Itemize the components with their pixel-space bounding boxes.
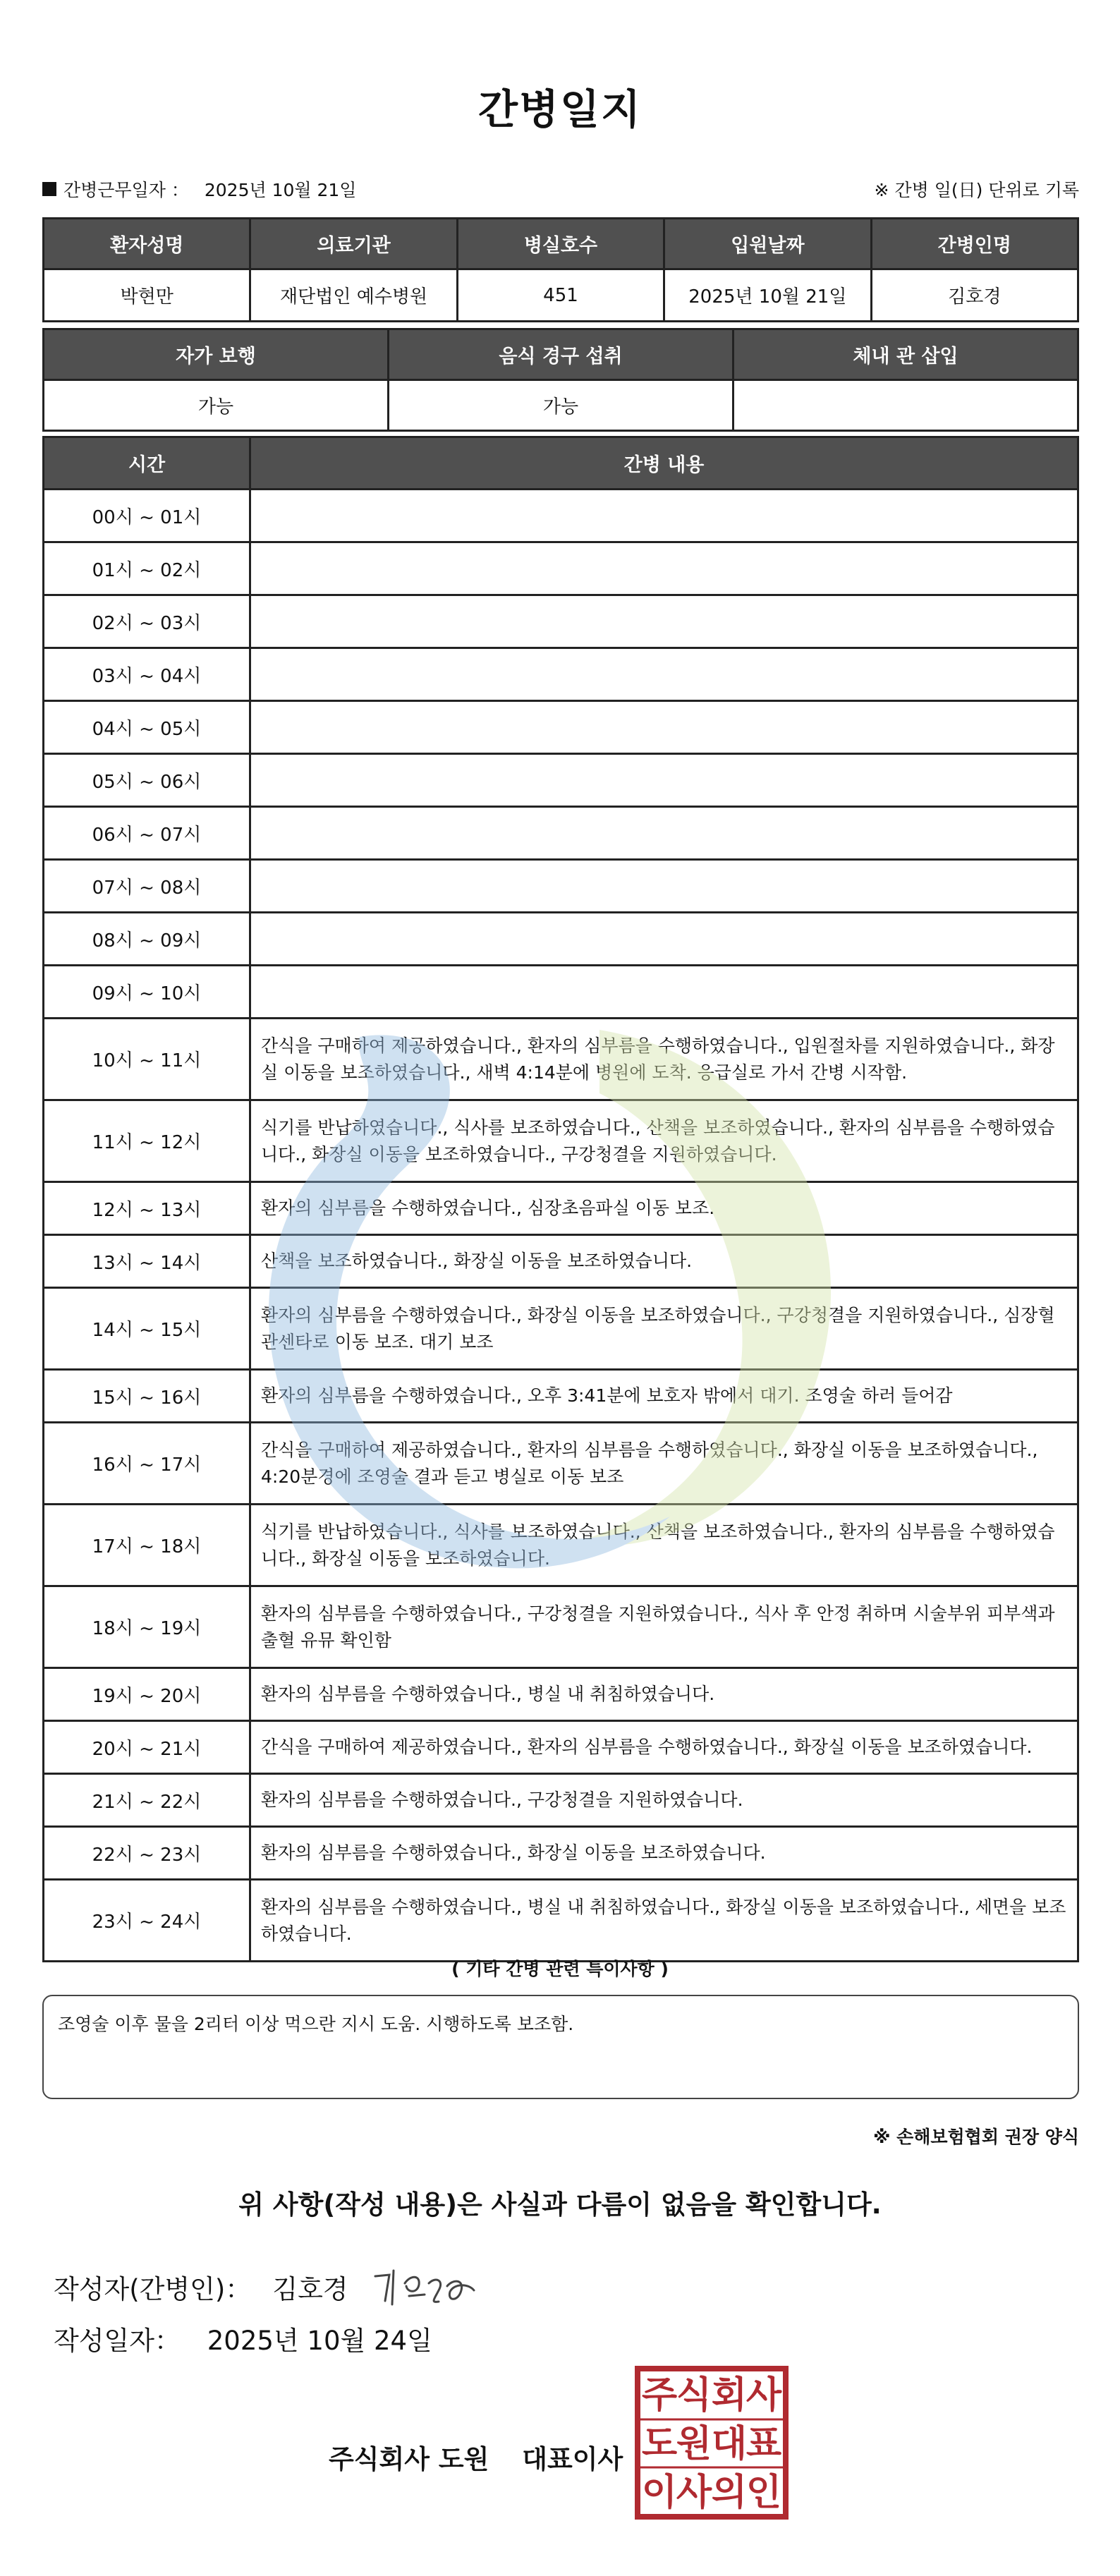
care-content-cell: 환자의 심부름을 수행하였습니다., 구강청결을 지원하였습니다. bbox=[250, 1774, 1078, 1827]
work-date-label: 간병근무일자 ： bbox=[63, 180, 189, 200]
care-content-cell: 식기를 반납하였습니다., 식사를 보조하였습니다., 산책을 보조하였습니다., 환자의 심부름을 수행하였습니다., 화장실 이동을 보조하였습니다. bbox=[250, 1505, 1078, 1586]
table-header-row bbox=[44, 437, 1078, 490]
care-content-cell bbox=[250, 754, 1078, 807]
header-patient-name: 환자성명 bbox=[44, 219, 250, 269]
care-content-cell bbox=[250, 913, 1078, 966]
time-cell: 13시 ~ 14시 bbox=[44, 1235, 250, 1288]
time-cell: 07시 ~ 08시 bbox=[44, 860, 250, 913]
notes-title: ( 기타 간병 관련 특이사항 ) bbox=[451, 1959, 669, 1979]
care-content-cell: 간식을 구매하여 제공하였습니다., 환자의 심부름을 수행하였습니다., 화장실 이동을 보조하였습니다., 4:20분경에 조영술 결과 듣고 병실로 이동 보조 bbox=[250, 1423, 1078, 1505]
care-content-cell: 간식을 구매하여 제공하였습니다., 환자의 심부름을 수행하였습니다., 화장실 이동을 보조하였습니다. bbox=[250, 1721, 1078, 1774]
svg-text:원: 원 bbox=[676, 2423, 712, 2465]
table-row bbox=[44, 1100, 1078, 1182]
room-number-value: 451 bbox=[457, 269, 664, 322]
care-content-cell: 환자의 심부름을 수행하였습니다., 병실 내 취침하였습니다. bbox=[250, 1668, 1078, 1721]
document-title: 간병일지 bbox=[477, 85, 643, 133]
svg-text:주: 주 bbox=[641, 2374, 678, 2417]
care-log-table bbox=[42, 436, 1079, 1962]
care-content-cell: 환자의 심부름을 수행하였습니다., 병실 내 취침하였습니다., 화장실 이동을 보조하였습니다., 세면을 보조하였습니다. bbox=[250, 1880, 1078, 1962]
time-cell: 19시 ~ 20시 bbox=[44, 1668, 250, 1721]
patient-info-table bbox=[42, 217, 1079, 322]
header-tube-insertion: 체내 관 삽입 bbox=[734, 329, 1078, 380]
recommend-note: ※ 손해보험협회 권장 양식 bbox=[873, 2127, 1079, 2147]
svg-text:의: 의 bbox=[711, 2472, 748, 2514]
svg-text:사: 사 bbox=[745, 2374, 782, 2417]
table-row bbox=[44, 1505, 1078, 1586]
write-date-line bbox=[54, 2319, 432, 2357]
representative-title: 대표이사 bbox=[522, 2444, 623, 2474]
table-row bbox=[44, 966, 1078, 1019]
time-cell: 22시 ~ 23시 bbox=[44, 1827, 250, 1880]
time-cell: 18시 ~ 19시 bbox=[44, 1586, 250, 1668]
table-row bbox=[44, 913, 1078, 966]
writer-line bbox=[54, 2262, 488, 2311]
care-content-cell: 간식을 구매하여 제공하였습니다., 환자의 심부름을 수행하였습니다., 입원절차를 지원하였습니다., 화장실 이동을 보조하였습니다., 새벽 4:14분에 병원에 도착. 응급실로 가서 간병 시작함. bbox=[250, 1019, 1078, 1100]
care-content-cell: 환자의 심부름을 수행하였습니다., 오후 3:41분에 보호자 밖에서 대기. 조영술 하러 들어감 bbox=[250, 1370, 1078, 1423]
time-cell: 16시 ~ 17시 bbox=[44, 1423, 250, 1505]
record-unit-note: ※ 간병 일(日) 단위로 기록 bbox=[874, 180, 1079, 200]
table-row bbox=[44, 1019, 1078, 1100]
time-cell: 21시 ~ 22시 bbox=[44, 1774, 250, 1827]
table-row bbox=[44, 1288, 1078, 1370]
svg-text:이: 이 bbox=[641, 2472, 678, 2514]
time-cell: 08시 ~ 09시 bbox=[44, 913, 250, 966]
time-cell: 11시 ~ 12시 bbox=[44, 1100, 250, 1182]
header-oral-intake: 음식 경구 섭취 bbox=[389, 329, 734, 380]
writer-label: 작성자(간병인)： bbox=[54, 2274, 252, 2304]
oral-intake-value: 가능 bbox=[389, 380, 734, 431]
care-content-cell bbox=[250, 595, 1078, 648]
table-row bbox=[44, 1880, 1078, 1962]
writer-name: 김호경 bbox=[272, 2274, 348, 2304]
header-time: 시간 bbox=[44, 437, 250, 490]
time-cell: 02시 ~ 03시 bbox=[44, 595, 250, 648]
svg-text:인: 인 bbox=[745, 2472, 782, 2514]
time-cell: 06시 ~ 07시 bbox=[44, 807, 250, 860]
table-row bbox=[44, 542, 1078, 595]
care-content-cell bbox=[250, 648, 1078, 701]
table-header-row bbox=[44, 219, 1078, 269]
svg-text:도: 도 bbox=[641, 2423, 678, 2465]
table-row bbox=[44, 807, 1078, 860]
write-date-label: 작성일자： bbox=[54, 2326, 181, 2356]
header-caregiver-name: 간병인명 bbox=[871, 219, 1078, 269]
care-content-cell: 식기를 반납하였습니다., 식사를 보조하였습니다., 산책을 보조하였습니다., 환자의 심부름을 수행하였습니다., 화장실 이동을 보조하였습니다., 구강청결을 지원하였습니다. bbox=[250, 1100, 1078, 1182]
care-content-cell: 환자의 심부름을 수행하였습니다., 화장실 이동을 보조하였습니다., 구강청결을 지원하였습니다., 심장혈관센타로 이동 보조. 대기 보조 bbox=[250, 1288, 1078, 1370]
table-row bbox=[44, 1370, 1078, 1423]
care-content-cell bbox=[250, 966, 1078, 1019]
care-content-cell bbox=[250, 701, 1078, 754]
self-walking-value: 가능 bbox=[44, 380, 389, 431]
notes-text: 조영술 이후 물을 2리터 이상 먹으란 지시 도움. 시행하도록 보조함. bbox=[58, 2014, 574, 2034]
table-row bbox=[44, 1721, 1078, 1774]
time-cell: 14시 ~ 15시 bbox=[44, 1288, 250, 1370]
meta-row bbox=[42, 176, 1079, 205]
table-row bbox=[44, 1235, 1078, 1288]
table-row bbox=[44, 1668, 1078, 1721]
signature-image bbox=[368, 2262, 488, 2311]
care-content-cell: 환자의 심부름을 수행하였습니다., 구강청결을 지원하였습니다., 식사 후 안정 취하며 시술부위 피부색과 출혈 유뮤 확인함 bbox=[250, 1586, 1078, 1668]
time-cell: 09시 ~ 10시 bbox=[44, 966, 250, 1019]
table-row bbox=[44, 1423, 1078, 1505]
header-self-walking: 자가 보행 bbox=[44, 329, 389, 380]
table-row bbox=[44, 860, 1078, 913]
table-row bbox=[44, 490, 1078, 542]
time-cell: 20시 ~ 21시 bbox=[44, 1721, 250, 1774]
table-row bbox=[44, 754, 1078, 807]
table-row bbox=[44, 595, 1078, 648]
table-header-row bbox=[44, 329, 1078, 380]
bullet-square-icon bbox=[42, 182, 56, 196]
patient-name-value: 박현만 bbox=[44, 269, 250, 322]
time-cell: 17시 ~ 18시 bbox=[44, 1505, 250, 1586]
svg-text:회: 회 bbox=[711, 2374, 748, 2417]
time-cell: 04시 ~ 05시 bbox=[44, 701, 250, 754]
table-row bbox=[44, 701, 1078, 754]
time-cell: 03시 ~ 04시 bbox=[44, 648, 250, 701]
company-name: 주식회사 도원 bbox=[329, 2444, 489, 2474]
header-room-number: 병실호수 bbox=[457, 219, 664, 269]
table-row bbox=[44, 1774, 1078, 1827]
care-content-cell: 환자의 심부름을 수행하였습니다., 화장실 이동을 보조하였습니다. bbox=[250, 1827, 1078, 1880]
time-cell: 12시 ~ 13시 bbox=[44, 1182, 250, 1235]
work-date-value: 2025년 10월 21일 bbox=[204, 180, 357, 200]
time-cell: 00시 ~ 01시 bbox=[44, 490, 250, 542]
work-date-group bbox=[42, 176, 356, 202]
table-row bbox=[44, 1827, 1078, 1880]
svg-text:대: 대 bbox=[711, 2423, 748, 2465]
care-content-cell bbox=[250, 490, 1078, 542]
header-admission-date: 입원날짜 bbox=[664, 219, 871, 269]
care-log-body bbox=[44, 490, 1078, 1962]
institution-value: 재단법인 예수병원 bbox=[250, 269, 457, 322]
time-cell: 01시 ~ 02시 bbox=[44, 542, 250, 595]
tube-insertion-value bbox=[734, 380, 1078, 431]
care-content-cell: 산책을 보조하였습니다., 화장실 이동을 보조하였습니다. bbox=[250, 1235, 1078, 1288]
time-cell: 15시 ~ 16시 bbox=[44, 1370, 250, 1423]
care-content-cell bbox=[250, 860, 1078, 913]
write-date-value: 2025년 10월 24일 bbox=[207, 2326, 432, 2356]
table-row bbox=[44, 380, 1078, 431]
care-content-cell bbox=[250, 542, 1078, 595]
table-row bbox=[44, 648, 1078, 701]
admission-date-value: 2025년 10월 21일 bbox=[664, 269, 871, 322]
time-cell: 23시 ~ 24시 bbox=[44, 1880, 250, 1962]
notes-box bbox=[42, 1995, 1079, 2099]
time-cell: 10시 ~ 11시 bbox=[44, 1019, 250, 1100]
company-line bbox=[329, 2438, 623, 2476]
care-content-cell bbox=[250, 807, 1078, 860]
care-content-cell: 환자의 심부름을 수행하였습니다., 심장초음파실 이동 보조. bbox=[250, 1182, 1078, 1235]
table-row bbox=[44, 1586, 1078, 1668]
patient-status-table bbox=[42, 328, 1079, 432]
time-cell: 05시 ~ 06시 bbox=[44, 754, 250, 807]
table-row bbox=[44, 269, 1078, 322]
header-institution: 의료기관 bbox=[250, 219, 457, 269]
svg-text:표: 표 bbox=[745, 2423, 782, 2465]
confirmation-statement: 위 사항(작성 내용)은 사실과 다름이 없음을 확인합니다. bbox=[238, 2189, 882, 2220]
svg-text:식: 식 bbox=[676, 2374, 712, 2417]
svg-text:사: 사 bbox=[676, 2472, 712, 2514]
table-row bbox=[44, 1182, 1078, 1235]
header-care-content: 간병 내용 bbox=[250, 437, 1078, 490]
caregiver-name-value: 김호경 bbox=[871, 269, 1078, 322]
company-seal-stamp bbox=[633, 2364, 790, 2521]
